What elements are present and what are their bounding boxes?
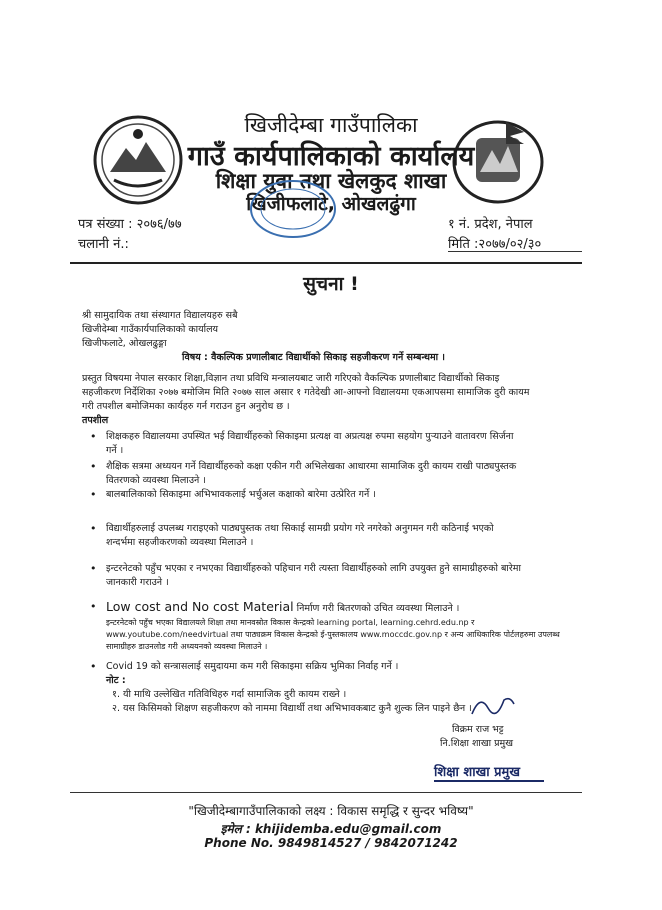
recipient-line-3: खिजीफलाटे, ओखलढुङ्गा bbox=[82, 338, 167, 349]
letter-number: पत्र संख्या : २०७६/७७ bbox=[78, 217, 182, 232]
bullet-icon: • bbox=[90, 660, 97, 673]
tapsil-label: तपशील bbox=[82, 415, 109, 426]
lowcost-sub-2: www.youtube.com/needvirtual तथा पाठ्यक्रम विकास केन्द्रको ई-पुस्तकालय www.moccdc.gov.np र अन्य आधिकारिक पोर्टलहरुमा उपलब्ध bbox=[106, 630, 560, 639]
notice-title: सुचना ! bbox=[303, 273, 359, 295]
date-underline bbox=[448, 251, 582, 252]
office-stamp-icon bbox=[248, 178, 338, 240]
header-municipality: खिजीदेम्बा गाउँपालिका bbox=[244, 113, 418, 137]
footer-motto: "खिजीदेम्बागाउँपालिकाको लक्ष्य : विकास समृद्धि र सुन्दर भविष्य" bbox=[188, 804, 474, 818]
dispatch-number: चलानी नं.: bbox=[78, 237, 129, 252]
signature-icon bbox=[468, 690, 518, 720]
lowcost-sub-3: सामाग्रीहरु डाउनलोड गरी अध्ययनको व्यवस्था मिलाउने । bbox=[106, 642, 268, 651]
list-item bbox=[90, 599, 566, 616]
intro-line-2: सहजीकरण निर्देशिका २०७७ बमोजिम मिति २०७७ साल असार १ गतेदेखी आ-आफ्नो विद्यालयमा एकआपसमा सामाजिक दुरी कायम bbox=[82, 387, 530, 398]
note-label: नोट : bbox=[106, 675, 126, 686]
lowcost-desc: निर्माण गरी बितरणको उचित व्यवस्था मिलाउने । bbox=[293, 603, 460, 614]
lowcost-sub-1: इन्टरनेटको पहुँच भएका विद्यालयले शिक्षा तथा मानवस्रोत विकास केन्द्रको learning portal, learning.cehrd.edu.np र bbox=[106, 618, 475, 627]
bullet-icon: • bbox=[90, 460, 97, 473]
signatory-name: विक्रम राज भट्ट bbox=[452, 724, 504, 735]
header-address: खिजीफलाटे, ओखलढुंगा bbox=[246, 193, 416, 215]
note-1: १. यी माथि उल्लेखित गतिविधिहरु गर्दा सामाजिक दुरी कायम राख्ने । bbox=[112, 689, 347, 700]
bullet-icon: • bbox=[90, 430, 97, 443]
list-item: • शिक्षकहरु विद्यालयमा उपस्थित भई विद्यार्थीहरुको सिकाइमा प्रत्यक्ष वा अप्रत्यक्ष रुपमा सहयोग पुर्‍याउने वातावरण सिर्जना गर्ने । bbox=[90, 430, 514, 456]
date: मिति :२०७७/०२/३० bbox=[448, 237, 542, 252]
footer-divider bbox=[70, 792, 582, 793]
bullet-icon: • bbox=[90, 488, 97, 501]
bullet-icon: • bbox=[90, 562, 97, 575]
header-section: शिक्षा युवा तथा खेलकुद शाखा bbox=[215, 169, 447, 193]
signature-stamp: शिक्षा शाखा प्रमुख bbox=[434, 762, 544, 782]
intro-line-1: प्रस्तुत विषयमा नेपाल सरकार शिक्षा,विज्ञान तथा प्रविधि मन्त्रालयबाट जारी गरिएको वैकल्पिक प्रणालीबाट विद्यार्थीको सिकाइ bbox=[82, 373, 500, 384]
recipient-line-1: श्री सामुदायिक तथा संस्थागत विद्यालयहरु सबै bbox=[82, 310, 238, 321]
list-item: • विद्यार्थीहरुलाई उपलब्ध गराइएको पाठ्यपुस्तक तथा सिकाई सामग्री प्रयोग गरे नगरेको अनुगमन गरी कठिनाई भएको शन्दर्भमा सहजीकरणको व्यवस्था मिलाउने । bbox=[90, 522, 494, 548]
header-office: गाउँ कार्यपालिकाको कार्यालय bbox=[187, 141, 475, 172]
lowcost-title: Low cost and No cost Material bbox=[106, 599, 294, 614]
list-item: • बालबालिकाको सिकाइमा अभिभावकलाई भर्चुअल कक्षाको बारेमा उत्प्रेरित गर्ने । bbox=[90, 488, 376, 501]
note-2: २. यस किसिमको शिक्षण सहजीकरण को नाममा विद्यार्थी तथा अभिभावकबाट कुनै शुल्क लिन पाइने छैन । bbox=[112, 703, 472, 714]
footer-phone: Phone No. 9849814527 / 9842071242 bbox=[204, 836, 458, 850]
list-item bbox=[90, 660, 566, 674]
bullet-icon: • bbox=[90, 522, 97, 535]
province: १ नं. प्रदेश, नेपाल bbox=[448, 217, 533, 232]
list-item: • शैक्षिक सत्रमा अध्ययन गर्ने विद्यार्थीहरुको कक्षा एकीन गरी अभिलेखका आधारमा सामाजिक दुरी कायम राखी पाठ्यपुस्तक वितरणको व्यवस्था मिलाउने । bbox=[90, 460, 517, 486]
list-item: • इन्टरनेटको पहुँच भएका र नभएका विद्यार्थीहरुको पहिचान गरी त्यस्ता विद्यार्थीहरुको लागि उपयुक्त हुने सामाग्रीहरुको बारेमा जानकारी गराउने । bbox=[90, 562, 521, 588]
intro-line-3: गरी तपशील बमोजिमका कार्यहरु गर्न गराउन हुन अनुरोध छ । bbox=[82, 401, 290, 412]
subject: विषय : वैकल्पिक प्रणालीबाट विद्यार्थीको सिकाइ सहजीकरण गर्ने सम्बन्धमा । bbox=[182, 352, 446, 363]
bullet-icon: • bbox=[90, 600, 97, 613]
signatory-title: नि.शिक्षा शाखा प्रमुख bbox=[440, 738, 513, 749]
covid-line: Covid 19 को सन्त्रासलाई समुदायमा कम गरी सिकाइमा सक्रिय भुमिका निर्वाह गर्ने । bbox=[106, 661, 399, 672]
footer-email: इमेल : khijidemba.edu@gmail.com bbox=[220, 822, 442, 836]
recipient-line-2: खिजीदेम्बा गाउँकार्यपालिकाको कार्यालय bbox=[82, 324, 219, 335]
header-divider bbox=[70, 262, 582, 264]
